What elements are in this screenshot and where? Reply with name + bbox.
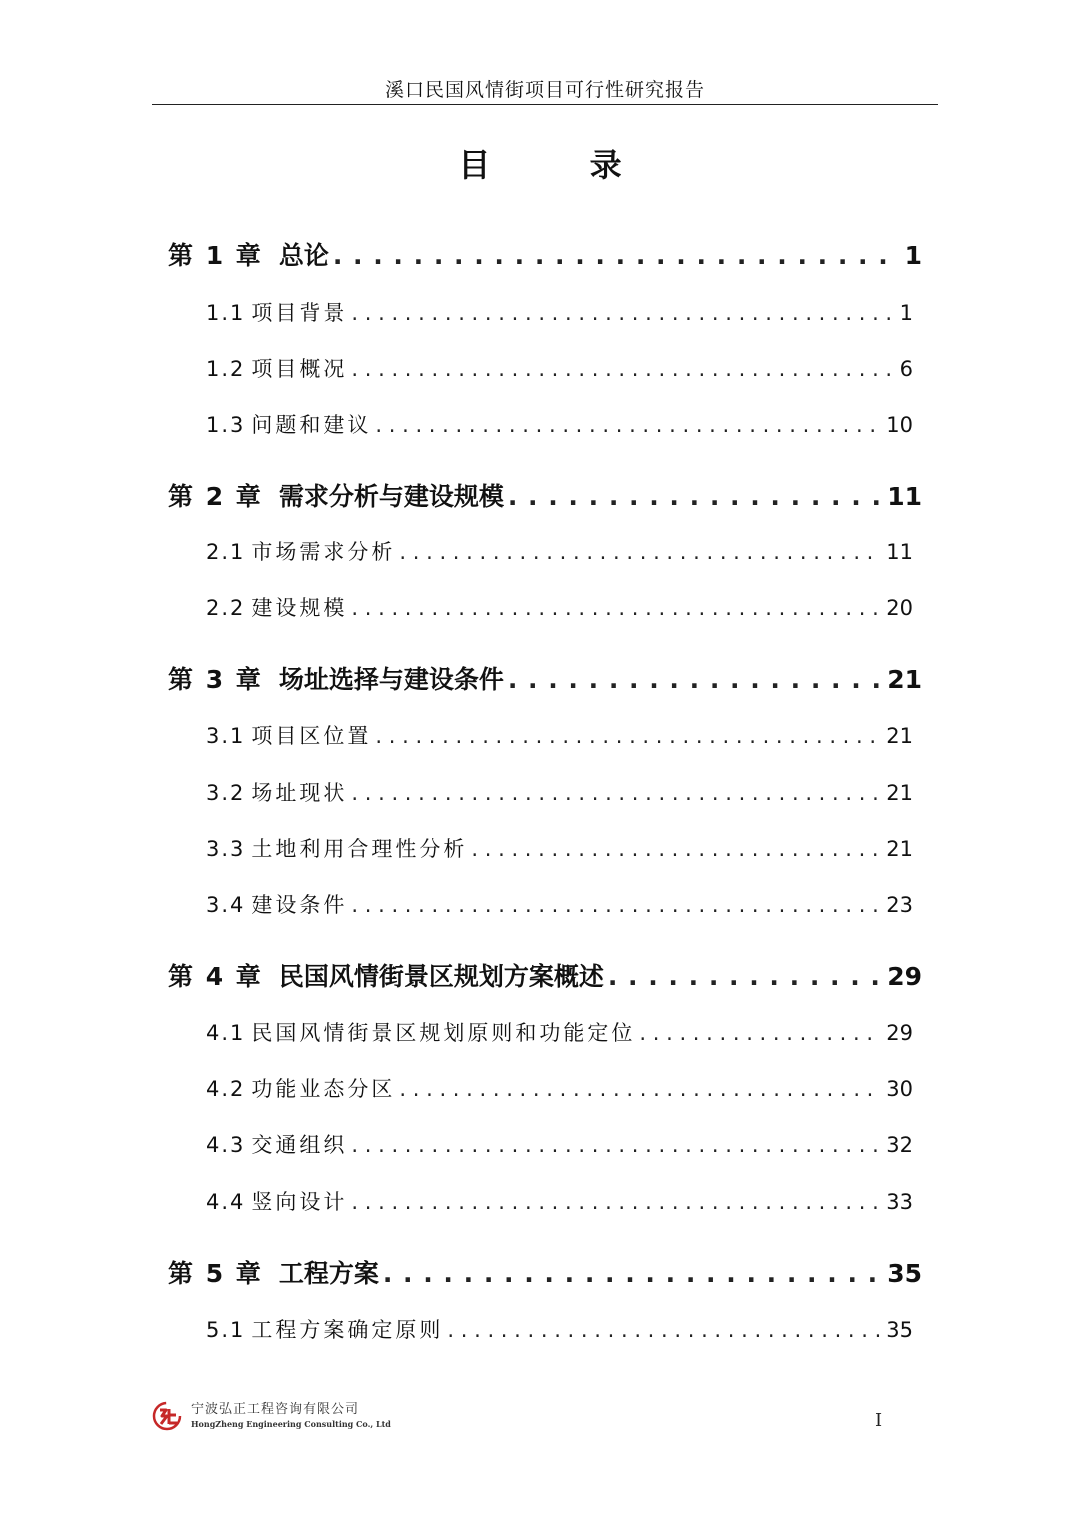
toc-entry-page: 1 (899, 301, 913, 325)
toc-entry-title: 工程方案确定原则 (251, 1318, 444, 1342)
toc-dot-leader (399, 540, 882, 564)
toc-section-row[interactable] (206, 720, 913, 750)
toc-entry-label (206, 833, 467, 863)
toc-entry-number: 第 2 章 (168, 482, 263, 511)
toc-entry-title: 场址现状 (251, 781, 348, 805)
toc-entry-page: 23 (886, 893, 913, 917)
toc-entry-label (168, 477, 504, 513)
toc-entry-page: 30 (886, 1077, 913, 1101)
toc-entry-page: 35 (887, 1259, 922, 1288)
toc-dot-leader (383, 1259, 883, 1288)
toc-entry-title: 市场需求分析 (251, 540, 396, 564)
toc-dot-leader (508, 665, 883, 694)
toc-dot-leader (351, 1190, 882, 1214)
toc-entry-label (206, 777, 347, 807)
toc-entry-title: 项目背景 (251, 301, 348, 325)
toc-entry-page: 6 (899, 357, 913, 381)
toc-entry-title: 场址选择与建设条件 (278, 665, 504, 694)
footer-company (191, 1402, 391, 1430)
toc-entry-number: 2.1 (206, 540, 246, 564)
toc-entry-title: 竖向设计 (251, 1190, 348, 1214)
toc-entry-title: 问题和建议 (251, 413, 372, 437)
toc-entry-page: 11 (886, 540, 913, 564)
toc-entry-number: 3.4 (206, 893, 246, 917)
toc-entry-label (206, 1129, 347, 1159)
toc-entry-title: 民国风情街景区规划原则和功能定位 (251, 1021, 636, 1045)
toc-section-row[interactable] (206, 592, 913, 622)
toc-dot-leader (471, 837, 882, 861)
toc-section-row[interactable] (206, 353, 913, 383)
toc-dot-leader (351, 1133, 882, 1157)
toc-entry-label (206, 353, 347, 383)
toc-dot-leader (375, 724, 882, 748)
toc-entry-label (206, 1073, 395, 1103)
toc-entry-page: 29 (886, 1021, 913, 1045)
toc-entry-number: 第 3 章 (168, 665, 263, 694)
toc-chapter-row[interactable] (168, 660, 922, 696)
toc-entry-number: 第 1 章 (168, 241, 263, 270)
toc-section-row[interactable] (206, 1186, 913, 1216)
hongzheng-logo-icon (152, 1401, 182, 1431)
toc-section-row[interactable] (206, 1017, 913, 1047)
toc-entry-label (168, 957, 604, 993)
toc-entry-page: 35 (886, 1318, 913, 1342)
toc-entry-page: 20 (886, 596, 913, 620)
toc-entry-number: 4.2 (206, 1077, 246, 1101)
toc-entry-number: 第 5 章 (168, 1259, 263, 1288)
toc-section-row[interactable] (206, 1314, 913, 1344)
toc-dot-leader (351, 781, 882, 805)
toc-entry-label (206, 409, 371, 439)
toc-entry-title: 项目概况 (251, 357, 348, 381)
toc-entry-page: 32 (886, 1133, 913, 1157)
toc-section-row[interactable] (206, 297, 913, 327)
toc-dot-leader (351, 596, 882, 620)
toc-entry-title: 土地利用合理性分析 (251, 837, 468, 861)
toc-entry-label (168, 660, 504, 696)
toc-section-row[interactable] (206, 833, 913, 863)
toc-entry-title: 建设条件 (251, 893, 348, 917)
toc-dot-leader (351, 893, 882, 917)
toc-dot-leader (375, 413, 882, 437)
toc-dot-leader (608, 962, 883, 991)
toc-entry-title: 需求分析与建设规模 (278, 482, 504, 511)
toc-section-row[interactable] (206, 1073, 913, 1103)
toc-section-row[interactable] (206, 777, 913, 807)
toc-dot-leader (508, 482, 883, 511)
toc-entry-number: 4.1 (206, 1021, 246, 1045)
toc-dot-leader (399, 1077, 882, 1101)
toc-entry-title: 总论 (278, 241, 329, 270)
toc-entry-title: 工程方案 (278, 1259, 379, 1288)
toc-entry-number: 1.1 (206, 301, 246, 325)
toc-entry-page: 1 (904, 241, 922, 270)
toc-dot-leader (333, 241, 901, 270)
toc-entry-number: 2.2 (206, 596, 246, 620)
footer-company-name-cn: 宁波弘正工程咨询有限公司 (191, 1402, 360, 1417)
toc-entry-label (168, 236, 329, 272)
toc-dot-leader (351, 357, 895, 381)
toc-entry-label (206, 889, 347, 919)
toc-entry-label (168, 1254, 379, 1290)
toc-entry-number: 3.1 (206, 724, 246, 748)
toc-entry-label (206, 297, 347, 327)
toc-chapter-row[interactable] (168, 1254, 922, 1290)
toc-entry-title: 项目区位置 (251, 724, 372, 748)
toc-chapter-row[interactable] (168, 236, 922, 272)
toc-section-row[interactable] (206, 536, 913, 566)
toc-section-row[interactable] (206, 1129, 913, 1159)
toc-entry-page: 21 (887, 665, 922, 694)
toc-entry-number: 4.3 (206, 1133, 246, 1157)
footer-company-name-en: HongZheng Engineering Consulting Co., Ltd (191, 1419, 391, 1429)
toc-entry-page: 10 (886, 413, 913, 437)
toc-dot-leader (639, 1021, 882, 1045)
toc-dot-leader (447, 1318, 882, 1342)
toc-entry-page: 21 (886, 781, 913, 805)
toc-entry-title: 民国风情街景区规划方案概述 (278, 962, 604, 991)
toc-entry-number: 5.1 (206, 1318, 246, 1342)
toc-entry-label (206, 720, 371, 750)
toc-entry-label (206, 1186, 347, 1216)
toc-entry-label (206, 1314, 443, 1344)
toc-entry-number: 3.2 (206, 781, 246, 805)
toc-entry-label (206, 592, 347, 622)
toc-entry-title: 功能业态分区 (251, 1077, 396, 1101)
toc-title: 目 录 (458, 146, 666, 184)
toc-section-row[interactable] (206, 889, 913, 919)
toc-entry-number: 4.4 (206, 1190, 246, 1214)
toc-entry-page: 29 (887, 962, 922, 991)
page-number: I (875, 1410, 883, 1431)
toc-section-row[interactable] (206, 409, 913, 439)
toc-entry-number: 1.3 (206, 413, 246, 437)
toc-entry-title: 建设规模 (251, 596, 348, 620)
toc-entry-page: 11 (887, 482, 922, 511)
toc-entry-title: 交通组织 (251, 1133, 348, 1157)
header-divider (152, 104, 938, 105)
page-header-title: 溪口民国风情街项目可行性研究报告 (384, 79, 705, 101)
toc-entry-page: 33 (886, 1190, 913, 1214)
toc-entry-number: 第 4 章 (168, 962, 263, 991)
toc-entry-number: 1.2 (206, 357, 246, 381)
toc-chapter-row[interactable] (168, 477, 922, 513)
toc-dot-leader (351, 301, 895, 325)
toc-chapter-row[interactable] (168, 957, 922, 993)
toc-entry-label (206, 1017, 635, 1047)
toc-entry-page: 21 (886, 837, 913, 861)
toc-entry-number: 3.3 (206, 837, 246, 861)
toc-entry-label (206, 536, 395, 566)
toc-entry-page: 21 (886, 724, 913, 748)
